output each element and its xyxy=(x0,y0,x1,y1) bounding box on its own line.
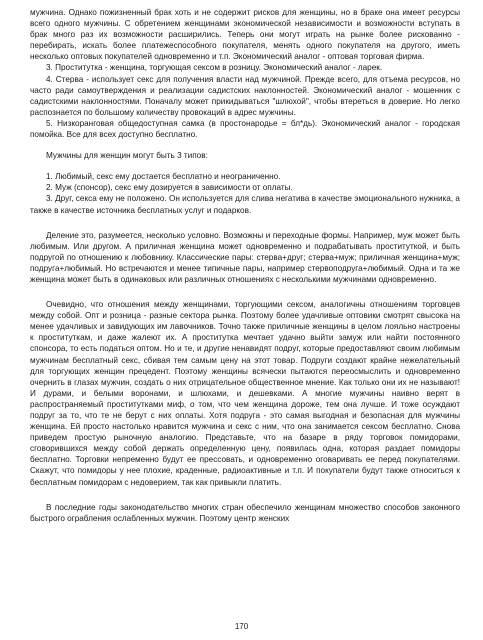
spacer xyxy=(30,285,460,299)
page-number: 170 xyxy=(234,622,249,631)
men-types-heading: Мужчины для женщин могут быть 3 типов: xyxy=(46,151,208,161)
men-type-item: 1. Любимый, секс ему достается бесплатно и неограниченно. xyxy=(46,172,281,182)
spacer xyxy=(30,140,460,150)
spacer xyxy=(30,488,460,502)
paragraph-division: Деление это, разумеется, несколько условно. Возможны и переходные формы. Например, муж может быть любимым. Или другом. А приличная женщина может одновременно и подрабатывать проституткой, и быть подругой по отношению к любовнику. Классические пары: стерва+друг; стерва+муж; приличная женщина+муж; подруга+любимый. Но встречаются и менее типичные пары, например стервоподруга+любимый. Одна и та же женщина может быть в одинаковых или различных отношениях с несколькими мужчинами одновременно. xyxy=(30,230,460,284)
paragraph-type-3: 3. Проститутка - женщина, торгующая сексом в розницу. Экономический аналог - ларек. xyxy=(46,63,383,73)
men-type-item: 2. Муж (спонсор), секс ему дозируется в зависимости от оплаты. xyxy=(46,183,293,193)
paragraph-type-4: 4. Стерва - использует секс для получения власти над мужчиной. Прежде всего, для отъема ресурсов, но часто ради самоутверждения и реализации садистских наклонностей. Экономический аналог - мошенник с садистскими наклонностями. Поначалу может прикидываться "шлюхой", чтобы втереться в доверие. Но легко распознается по большому количеству провокаций в адрес мужчины. xyxy=(30,74,460,117)
spacer xyxy=(30,161,460,171)
paragraph-type-5: 5. Низкоранговая общедоступная самка (в простонародье = бл*дь). Экономический аналог - городская помойка. Все для всех доступно бесплатно. xyxy=(30,118,460,140)
paragraph-relations: Очевидно, что отношения между женщинами, торгующими сексом, аналогичны отношениям торговцев между собой. Опт и розница - разные сектора рынка. Поэтому более удачливые оптовики смотрят свысока на менее удачливых и завидующих им лавочников. Точно также приличные женщины в целом лояльно настроены к проституткам, и даже жалеют их. А проститутка мечтает удачно выйти замуж или найти постоянного спонсора, то есть податься оптом. Но и те, и другие ненавидят подруг, которые предоставляют своим любимым мужчинам бесплатный секс, сбивая тем самым цену на этот товар. Подруги создают крайне нежелательный для торгующих женщин прецедент. Поэтому женщины всячески пытаются переосмыслить и одновременно очернить в глазах мужчин, создать о них отрицательное общественное мнение. Как только они их не называют! И дурами, и белыми воронами, и шлюхами, и дешевками. А многие мужчины наивно верят в распространяемый проститутками миф, о том, что чем женщина дороже, тем она лучше. И тоже осуждают подруг за то, что те не берут с них оплаты. Хотя подруга - это самая выгодная и безопасная для мужчины женщина. Ей просто настолько нравится мужчина и секс с ним, что она занимается сексом бесплатно. Снова приведем простую рыночную аналогию. Представьте, что на базаре в ряду торговок помидорами, сговорившихся между собой держать определенную цену, появилась одна, которая раздает помидоры бесплатно. Торговки непременно будут ее прессовать, и одновременно оговаривать ее перед покупателями. Скажут, что помидоры у нее плохие, краденные, радиоактивные и т.п. И покупатели будут также относиться к бесплатным помидорам с недоверием, так как привыкли платить. xyxy=(30,300,460,487)
men-type-item: 3. Друг, секса ему не положено. Он используется для слива негатива в качестве эмоционального нужника, а также в качестве источника бесплатных услуг и подарков. xyxy=(30,194,460,215)
spacer xyxy=(30,216,460,230)
paragraph-continuation: мужчина. Однако пожизненный брак хоть и не содержит рисков для женщины, но в браке она имеет ресурсы всего одного мужчины. С обретением женщинами экономической независимости и возможности вступать в брак много раз их возможности расширились. Теперь они могут играть на рынке более рискованно - перебирать, искать более платежеспособного покупателя, менять одного покупателя на другого, иметь несколько оптовых покупателей одновременно и т.п. Экономический аналог - оптовая торговая фирма. xyxy=(30,8,460,62)
paragraph-last: В последние годы законодательство многих стран обеспечило женщинам множество способов законного быстрого ограбления ослабленных мужчин. Поэтому центр женских xyxy=(30,502,460,523)
page-text xyxy=(30,7,460,524)
